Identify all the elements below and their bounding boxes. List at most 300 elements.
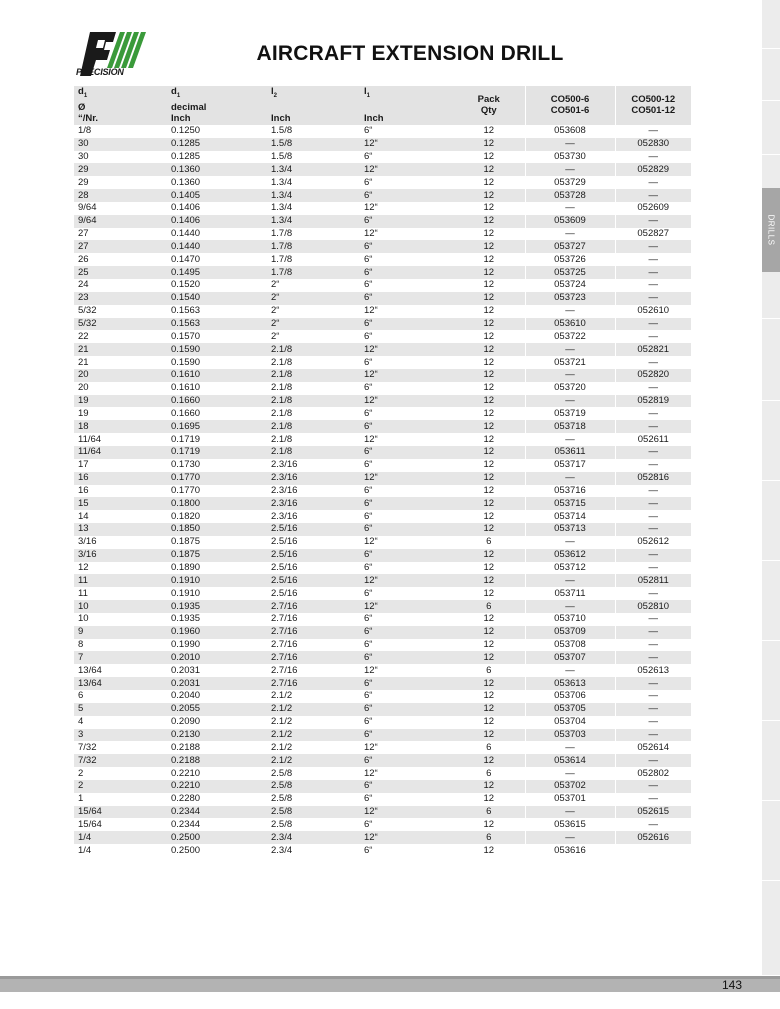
table-row (74, 189, 691, 202)
cell-pack-qty: 12 (483, 523, 495, 535)
strip-divider (762, 560, 780, 561)
cell-decimal: 0.2500 (171, 831, 201, 843)
cell-pack-qty: 12 (483, 562, 495, 573)
cell-pack-qty: 12 (483, 754, 495, 766)
cell-pack-qty: 12 (483, 189, 495, 201)
cell-diameter: 3/16 (78, 549, 97, 561)
col-header-diameter: $d_1$ Ø “/Nr. (78, 86, 99, 124)
cell-decimal: 0.1590 (171, 356, 201, 368)
cell-overall-length: 6“ (364, 446, 373, 458)
cell-pack-qty: 12 (483, 639, 495, 651)
cell-pack-qty: 6 (486, 831, 492, 843)
cell-co500-12: — (615, 818, 691, 831)
cell-diameter: 21 (78, 343, 89, 355)
cell-co500-12: — (615, 356, 691, 369)
cell-overall-length: 6“ (364, 587, 373, 599)
cell-pack-qty: 12 (483, 549, 495, 561)
table-row (74, 780, 691, 793)
cell-co500-12: 052610 (615, 305, 691, 318)
cell-decimal: 0.1719 (171, 446, 201, 458)
cell-co500-6: 053719 (525, 407, 615, 420)
cell-flute-length: 2.3/16 (271, 510, 298, 522)
cell-co500-6: — (525, 163, 615, 176)
cell-co500-12 (615, 844, 691, 857)
cell-decimal: 0.1935 (171, 600, 201, 612)
table-row (74, 176, 691, 189)
strip-divider (762, 154, 780, 155)
side-tab-drills[interactable] (762, 188, 780, 272)
cell-diameter: 22 (78, 330, 89, 342)
table-row (74, 549, 691, 562)
cell-co500-6: 053730 (525, 151, 615, 164)
cell-diameter: 18 (78, 420, 89, 432)
table-row (74, 613, 691, 626)
cell-flute-length: 2.1/2 (271, 716, 293, 728)
cell-decimal: 0.1610 (171, 369, 201, 381)
cell-pack-qty: 12 (483, 459, 495, 471)
table-row (74, 151, 691, 164)
product-table (74, 86, 691, 857)
cell-co500-12: 052810 (615, 600, 691, 613)
cell-flute-length: 2.7/16 (271, 651, 298, 663)
cell-co500-12: — (615, 626, 691, 639)
cell-flute-length: 2.7/16 (271, 613, 298, 625)
cell-diameter: 16 (78, 484, 89, 496)
cell-flute-length: 2.1/8 (271, 433, 293, 445)
cell-overall-length: 6“ (364, 639, 373, 651)
table-row (74, 664, 691, 677)
cell-pack-qty: 12 (483, 818, 495, 830)
cell-decimal: 0.1910 (171, 587, 201, 599)
cell-diameter: 20 (78, 369, 89, 381)
cell-co500-12: 052821 (615, 343, 691, 356)
cell-decimal: 0.2188 (171, 741, 201, 753)
col-header-co500-6: CO500-6 CO501-6 (525, 86, 615, 125)
cell-diameter: 13 (78, 523, 89, 535)
cell-diameter: 1/4 (78, 831, 92, 843)
cell-co500-6: 053616 (525, 844, 615, 857)
cell-co500-12: — (615, 318, 691, 331)
strip-divider (762, 400, 780, 401)
cell-decimal: 0.1590 (171, 343, 201, 355)
cell-co500-6: — (525, 831, 615, 844)
cell-pack-qty: 12 (483, 138, 495, 150)
cell-flute-length: 1.7/8 (271, 266, 293, 278)
cell-diameter: 5/32 (78, 317, 97, 329)
cell-decimal: 0.1285 (171, 151, 201, 162)
cell-co500-6: 053610 (525, 318, 615, 331)
cell-diameter: 13/64 (78, 664, 102, 676)
cell-overall-length: 6“ (364, 317, 373, 329)
cell-co500-6: 053722 (525, 330, 615, 343)
cell-co500-6: 053709 (525, 626, 615, 639)
cell-diameter: 19 (78, 407, 89, 419)
cell-decimal: 0.1610 (171, 382, 201, 394)
cell-flute-length: 2.5/16 (271, 562, 298, 573)
table-row (74, 125, 691, 138)
cell-overall-length: 6“ (364, 484, 373, 496)
cell-decimal: 0.1563 (171, 305, 201, 317)
table-row (74, 639, 691, 652)
cell-flute-length: 1.5/8 (271, 125, 293, 137)
table-row (74, 703, 691, 716)
table-row (74, 741, 691, 754)
cell-flute-length: 2.1/8 (271, 446, 293, 458)
cell-pack-qty: 12 (483, 446, 495, 458)
cell-overall-length: 12“ (364, 395, 378, 407)
cell-co500-6: 053609 (525, 215, 615, 228)
cell-diameter: 23 (78, 292, 89, 304)
cell-co500-6: — (525, 202, 615, 215)
cell-co500-12: — (615, 690, 691, 703)
table-row (74, 472, 691, 485)
cell-diameter: 19 (78, 395, 89, 407)
cell-overall-length: 6“ (364, 613, 373, 625)
cell-overall-length: 12“ (364, 600, 378, 612)
cell-diameter: 17 (78, 459, 89, 471)
cell-diameter: 4 (78, 716, 84, 728)
cell-decimal: 0.1820 (171, 510, 201, 522)
cell-overall-length: 6“ (364, 176, 373, 188)
cell-overall-length: 12“ (364, 574, 378, 586)
cell-co500-6: — (525, 433, 615, 446)
cell-decimal: 0.2210 (171, 767, 201, 779)
cell-flute-length: 2.1/8 (271, 343, 293, 355)
cell-diameter: 3 (78, 728, 84, 740)
cell-co500-12: — (615, 703, 691, 716)
cell-flute-length: 2.3/16 (271, 484, 298, 496)
cell-diameter: 10 (78, 613, 89, 625)
cell-decimal: 0.2031 (171, 664, 201, 676)
cell-diameter: 7/32 (78, 741, 97, 753)
cell-co500-6: 053614 (525, 754, 615, 767)
cell-co500-12: — (615, 125, 691, 138)
table-row (74, 318, 691, 331)
cell-co500-12: — (615, 189, 691, 202)
cell-pack-qty: 12 (483, 793, 495, 805)
cell-decimal: 0.1495 (171, 266, 201, 278)
cell-co500-6: — (525, 369, 615, 382)
cell-diameter: 9/64 (78, 215, 97, 227)
cell-decimal: 0.1960 (171, 626, 201, 638)
cell-pack-qty: 12 (483, 844, 495, 856)
cell-overall-length: 6“ (364, 690, 373, 702)
cell-overall-length: 6“ (364, 818, 373, 830)
cell-pack-qty: 12 (483, 703, 495, 715)
cell-diameter: 27 (78, 240, 89, 252)
cell-decimal: 0.1570 (171, 330, 201, 342)
cell-diameter: 1/4 (78, 844, 92, 856)
table-row (74, 818, 691, 831)
cell-overall-length: 6“ (364, 420, 373, 432)
cell-co500-6: — (525, 574, 615, 587)
cell-decimal: 0.2280 (171, 793, 201, 805)
table-row (74, 523, 691, 536)
cell-overall-length: 6“ (364, 562, 373, 573)
cell-diameter: 2 (78, 767, 84, 779)
cell-flute-length: 2.1/8 (271, 407, 293, 419)
cell-flute-length: 2“ (271, 305, 280, 317)
cell-diameter: 14 (78, 510, 89, 522)
table-row (74, 626, 691, 639)
cell-diameter: 7/32 (78, 754, 97, 766)
table-row (74, 677, 691, 690)
table-header-row (74, 86, 691, 125)
cell-pack-qty: 12 (483, 651, 495, 663)
cell-overall-length: 12“ (364, 806, 378, 818)
table-row (74, 793, 691, 806)
col-header-overall-length: $l_1$ Inch (364, 86, 384, 124)
table-row (74, 729, 691, 742)
cell-overall-length: 12“ (364, 305, 378, 317)
table-row (74, 420, 691, 433)
cell-co500-12: — (615, 253, 691, 266)
cell-co500-12: 052611 (615, 433, 691, 446)
cell-co500-12: 052616 (615, 831, 691, 844)
cell-pack-qty: 12 (483, 343, 495, 355)
cell-co500-12: 052819 (615, 395, 691, 408)
cell-co500-12: 052609 (615, 202, 691, 215)
cell-flute-length: 2.1/8 (271, 382, 293, 394)
cell-overall-length: 6“ (364, 510, 373, 522)
cell-co500-6: 053727 (525, 240, 615, 253)
page-number: 143 (722, 978, 743, 992)
cell-diameter: 12 (78, 562, 89, 573)
table-row (74, 497, 691, 510)
table-row (74, 138, 691, 151)
table-row (74, 240, 691, 253)
cell-flute-length: 2.5/16 (271, 523, 298, 535)
cell-flute-length: 2“ (271, 317, 280, 329)
cell-co500-12: — (615, 639, 691, 652)
cell-co500-6: 053703 (525, 729, 615, 742)
cell-co500-12: — (615, 382, 691, 395)
cell-co500-12: 052820 (615, 369, 691, 382)
cell-co500-12: — (615, 240, 691, 253)
cell-pack-qty: 12 (483, 484, 495, 496)
cell-pack-qty: 6 (486, 536, 492, 548)
cell-co500-12: — (615, 716, 691, 729)
cell-co500-6: 053720 (525, 382, 615, 395)
cell-overall-length: 6“ (364, 266, 373, 278)
cell-overall-length: 6“ (364, 253, 373, 265)
cell-decimal: 0.2010 (171, 651, 201, 663)
cell-flute-length: 2“ (271, 330, 280, 342)
cell-pack-qty: 12 (483, 163, 495, 175)
cell-co500-6: 053710 (525, 613, 615, 626)
cell-pack-qty: 12 (483, 626, 495, 638)
cell-diameter: 16 (78, 472, 89, 484)
table-row (74, 806, 691, 819)
cell-flute-length: 2.1/8 (271, 420, 293, 432)
cell-flute-length: 1.3/4 (271, 176, 293, 188)
cell-decimal: 0.1850 (171, 523, 201, 535)
cell-co500-12: — (615, 497, 691, 510)
cell-flute-length: 1.7/8 (271, 253, 293, 265)
cell-flute-length: 2.5/8 (271, 780, 293, 792)
cell-co500-6: — (525, 472, 615, 485)
cell-co500-6: — (525, 228, 615, 241)
cell-co500-12: — (615, 780, 691, 793)
cell-overall-length: 12“ (364, 472, 378, 484)
cell-decimal: 0.1563 (171, 317, 201, 329)
cell-pack-qty: 12 (483, 228, 495, 240)
cell-overall-length: 6“ (364, 844, 373, 856)
cell-overall-length: 6“ (364, 626, 373, 638)
cell-pack-qty: 12 (483, 407, 495, 419)
cell-overall-length: 12“ (364, 741, 378, 753)
cell-pack-qty: 12 (483, 677, 495, 689)
cell-flute-length: 2.1/2 (271, 741, 293, 753)
cell-pack-qty: 12 (483, 472, 495, 484)
cell-decimal: 0.1770 (171, 472, 201, 484)
table-row (74, 163, 691, 176)
cell-co500-6: 053724 (525, 279, 615, 292)
table-row (74, 485, 691, 498)
cell-flute-length: 2.7/16 (271, 639, 298, 651)
table-row (74, 716, 691, 729)
cell-overall-length: 6“ (364, 240, 373, 252)
cell-diameter: 26 (78, 253, 89, 265)
cell-decimal: 0.1935 (171, 613, 201, 625)
table-row (74, 407, 691, 420)
cell-co500-6: — (525, 395, 615, 408)
cell-co500-6: 053701 (525, 793, 615, 806)
table-row (74, 343, 691, 356)
cell-overall-length: 6“ (364, 677, 373, 689)
cell-co500-6: — (525, 806, 615, 819)
cell-flute-length: 2.1/2 (271, 728, 293, 740)
cell-overall-length: 12“ (364, 228, 378, 240)
cell-decimal: 0.1360 (171, 163, 201, 175)
cell-overall-length: 12“ (364, 767, 378, 779)
table-row (74, 767, 691, 780)
cell-pack-qty: 12 (483, 574, 495, 586)
cell-co500-12: 052802 (615, 767, 691, 780)
cell-co500-12: — (615, 549, 691, 562)
cell-co500-12: 052614 (615, 741, 691, 754)
cell-co500-12: — (615, 485, 691, 498)
cell-pack-qty: 12 (483, 279, 495, 291)
cell-flute-length: 2.1/8 (271, 356, 293, 368)
cell-co500-12: — (615, 279, 691, 292)
cell-decimal: 0.1360 (171, 176, 201, 188)
table-row (74, 690, 691, 703)
cell-pack-qty: 12 (483, 356, 495, 368)
cell-co500-6: 053716 (525, 485, 615, 498)
cell-overall-length: 6“ (364, 728, 373, 740)
cell-co500-12: — (615, 407, 691, 420)
cell-diameter: 8 (78, 639, 84, 651)
table-row (74, 600, 691, 613)
cell-diameter: 27 (78, 228, 89, 240)
cell-flute-length: 2.1/2 (271, 754, 293, 766)
cell-co500-12: — (615, 292, 691, 305)
cell-co500-6: — (525, 343, 615, 356)
cell-flute-length: 2.7/16 (271, 677, 298, 689)
cell-flute-length: 1.3/4 (271, 215, 293, 227)
table-row (74, 844, 691, 857)
cell-co500-6: 053725 (525, 266, 615, 279)
table-row (74, 446, 691, 459)
cell-decimal: 0.2031 (171, 677, 201, 689)
cell-decimal: 0.1730 (171, 459, 201, 471)
cell-pack-qty: 12 (483, 317, 495, 329)
cell-flute-length: 2.3/16 (271, 459, 298, 471)
cell-co500-12: — (615, 330, 691, 343)
cell-co500-12: — (615, 420, 691, 433)
col-header-co500-12: CO500-12 CO501-12 (615, 86, 691, 125)
cell-flute-length: 2.1/8 (271, 369, 293, 381)
strip-divider (762, 48, 780, 49)
cell-diameter: 29 (78, 163, 89, 175)
cell-flute-length: 2.3/4 (271, 844, 293, 856)
table-row (74, 356, 691, 369)
strip-divider (762, 880, 780, 881)
cell-overall-length: 6“ (364, 215, 373, 227)
cell-co500-12: 052811 (615, 574, 691, 587)
cell-pack-qty: 6 (486, 806, 492, 818)
table-row (74, 215, 691, 228)
cell-overall-length: 12“ (364, 664, 378, 676)
cell-diameter: 13/64 (78, 677, 102, 689)
cell-flute-length: 1.7/8 (271, 228, 293, 240)
cell-pack-qty: 12 (483, 510, 495, 522)
cell-pack-qty: 12 (483, 382, 495, 394)
cell-decimal: 0.1875 (171, 536, 201, 548)
cell-flute-length: 2.7/16 (271, 626, 298, 638)
table-row (74, 459, 691, 472)
cell-flute-length: 2.7/16 (271, 600, 298, 612)
cell-diameter: 24 (78, 279, 89, 291)
cell-flute-length: 2.3/16 (271, 472, 298, 484)
cell-co500-6: 053708 (525, 639, 615, 652)
cell-decimal: 0.1800 (171, 497, 201, 509)
cell-co500-6: — (525, 741, 615, 754)
cell-decimal: 0.2055 (171, 703, 201, 715)
cell-co500-12: — (615, 587, 691, 600)
col-header-decimal: $d_1$ decimal Inch (171, 86, 207, 124)
cell-overall-length: 6“ (364, 279, 373, 291)
cell-co500-12: — (615, 754, 691, 767)
cell-overall-length: 6“ (364, 523, 373, 535)
cell-pack-qty: 12 (483, 253, 495, 265)
strip-divider (762, 100, 780, 101)
table-row (74, 536, 691, 549)
cell-co500-6: — (525, 138, 615, 151)
cell-co500-6: 053702 (525, 780, 615, 793)
cell-diameter: 30 (78, 151, 89, 162)
cell-co500-12: 052829 (615, 163, 691, 176)
cell-diameter: 28 (78, 189, 89, 201)
cell-diameter: 5/32 (78, 305, 97, 317)
cell-pack-qty: 12 (483, 305, 495, 317)
cell-overall-length: 12“ (364, 831, 378, 843)
cell-overall-length: 12“ (364, 343, 378, 355)
cell-co500-6: 053723 (525, 292, 615, 305)
cell-diameter: 15/64 (78, 806, 102, 818)
cell-flute-length: 1.5/8 (271, 151, 293, 162)
cell-decimal: 0.1440 (171, 228, 201, 240)
cell-diameter: 30 (78, 138, 89, 150)
cell-overall-length: 6“ (364, 716, 373, 728)
table-row (74, 279, 691, 292)
cell-diameter: 5 (78, 703, 84, 715)
table-row (74, 305, 691, 318)
cell-flute-length: 2.7/16 (271, 664, 298, 676)
page-title: AIRCRAFT EXTENSION DRILL (256, 42, 564, 65)
cell-diameter: 11 (78, 574, 88, 586)
